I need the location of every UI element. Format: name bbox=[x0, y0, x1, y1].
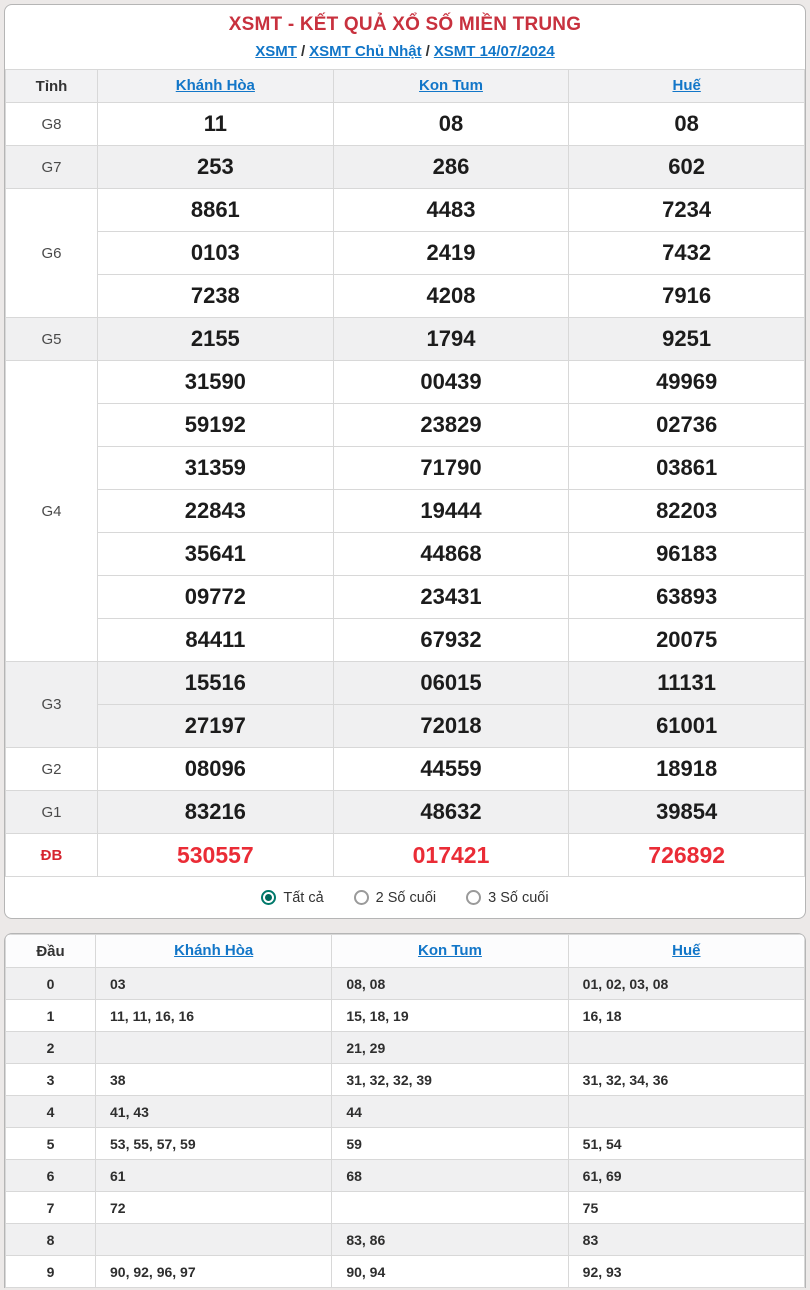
prize-row-g1 bbox=[6, 791, 805, 834]
tail-values: 61, 69 bbox=[568, 1160, 804, 1192]
breadcrumb bbox=[5, 43, 805, 60]
prize-value: 84411 bbox=[98, 619, 334, 662]
prize-value: 39854 bbox=[569, 791, 805, 834]
tail-values: 61 bbox=[96, 1160, 332, 1192]
prize-label-g6: G6 bbox=[6, 189, 98, 318]
radio-unselected-icon[interactable] bbox=[466, 890, 481, 905]
prize-row-g6 bbox=[6, 275, 805, 318]
tail-values: 75 bbox=[568, 1192, 804, 1224]
prize-value: 49969 bbox=[569, 361, 805, 404]
tail-values: 15, 18, 19 bbox=[332, 1000, 568, 1032]
tail-values: 31, 32, 34, 36 bbox=[568, 1064, 804, 1096]
prize-value: 82203 bbox=[569, 490, 805, 533]
prize-label-g7: G7 bbox=[6, 146, 98, 189]
radio-label: 3 Số cuối bbox=[488, 889, 549, 906]
prize-value: 20075 bbox=[569, 619, 805, 662]
radio-option-last2[interactable] bbox=[354, 890, 436, 906]
prize-value: 2155 bbox=[98, 318, 334, 361]
tail-digits-table bbox=[5, 934, 805, 1288]
prize-value: 00439 bbox=[333, 361, 569, 404]
breadcrumb-separator: / bbox=[300, 43, 306, 60]
breadcrumb-separator: / bbox=[425, 43, 430, 60]
prize-value: 31590 bbox=[98, 361, 334, 404]
prize-value: 7238 bbox=[98, 275, 334, 318]
prize-value: 2419 bbox=[333, 232, 569, 275]
prize-value: 7916 bbox=[569, 275, 805, 318]
tail-row-1 bbox=[6, 1000, 805, 1032]
prize-row-g4 bbox=[6, 447, 805, 490]
tail-values: 03 bbox=[96, 968, 332, 1000]
prize-value: 83216 bbox=[98, 791, 334, 834]
prize-value: 31359 bbox=[98, 447, 334, 490]
tail-values bbox=[96, 1224, 332, 1256]
prize-value: 44559 bbox=[333, 748, 569, 791]
tail-values: 51, 54 bbox=[568, 1128, 804, 1160]
prize-value: 9251 bbox=[569, 318, 805, 361]
prize-label-g5: G5 bbox=[6, 318, 98, 361]
tail-values: 53, 55, 57, 59 bbox=[96, 1128, 332, 1160]
tail-digit: 0 bbox=[6, 968, 96, 1000]
special-prize-value: 530557 bbox=[98, 834, 334, 877]
prize-value: 03861 bbox=[569, 447, 805, 490]
prize-value: 7234 bbox=[569, 189, 805, 232]
province-link-khanh-hoa[interactable]: Khánh Hòa bbox=[174, 942, 254, 959]
prize-row-g2 bbox=[6, 748, 805, 791]
tail-values: 31, 32, 32, 39 bbox=[332, 1064, 568, 1096]
tail-values: 83, 86 bbox=[332, 1224, 568, 1256]
prize-value: 253 bbox=[98, 146, 334, 189]
prize-value: 27197 bbox=[98, 705, 334, 748]
radio-label: Tất cả bbox=[283, 889, 324, 906]
prize-row-g4 bbox=[6, 576, 805, 619]
prize-row-g6 bbox=[6, 189, 805, 232]
tail-values: 21, 29 bbox=[332, 1032, 568, 1064]
prize-value: 35641 bbox=[98, 533, 334, 576]
prize-row-g6 bbox=[6, 232, 805, 275]
prize-label-g2: G2 bbox=[6, 748, 98, 791]
prize-value: 8861 bbox=[98, 189, 334, 232]
prize-value: 1794 bbox=[333, 318, 569, 361]
prize-value: 67932 bbox=[333, 619, 569, 662]
results-card bbox=[4, 4, 806, 919]
breadcrumb-link-xsmt-date[interactable]: XSMT 14/07/2024 bbox=[433, 43, 555, 60]
prize-value: 11131 bbox=[569, 662, 805, 705]
prize-row-g5 bbox=[6, 318, 805, 361]
prize-value: 23431 bbox=[333, 576, 569, 619]
prize-value: 71790 bbox=[333, 447, 569, 490]
tail-row-7 bbox=[6, 1192, 805, 1224]
tail-digit: 5 bbox=[6, 1128, 96, 1160]
prize-row-g4 bbox=[6, 533, 805, 576]
prize-value: 06015 bbox=[333, 662, 569, 705]
prize-value: 08 bbox=[333, 103, 569, 146]
prize-value: 09772 bbox=[98, 576, 334, 619]
province-link-khanh-hoa[interactable]: Khánh Hòa bbox=[175, 77, 255, 94]
prize-value: 602 bbox=[569, 146, 805, 189]
tail-values: 08, 08 bbox=[332, 968, 568, 1000]
radio-unselected-icon[interactable] bbox=[354, 890, 369, 905]
results-header-row bbox=[6, 70, 805, 103]
prize-value: 63893 bbox=[569, 576, 805, 619]
radio-label: 2 Số cuối bbox=[375, 889, 437, 906]
digit-column-header: Đầu bbox=[6, 935, 96, 968]
tail-row-6 bbox=[6, 1160, 805, 1192]
page-header bbox=[5, 5, 805, 69]
tail-values: 01, 02, 03, 08 bbox=[568, 968, 804, 1000]
breadcrumb-link-xsmt[interactable]: XSMT bbox=[255, 43, 297, 60]
tail-values: 83 bbox=[568, 1224, 804, 1256]
tail-values: 92, 93 bbox=[568, 1256, 804, 1288]
prize-value: 19444 bbox=[333, 490, 569, 533]
tail-values: 11, 11, 16, 16 bbox=[96, 1000, 332, 1032]
prize-value: 4208 bbox=[333, 275, 569, 318]
tails-header-row bbox=[6, 935, 805, 968]
prize-label-g1: G1 bbox=[6, 791, 98, 834]
tail-values bbox=[568, 1032, 804, 1064]
prize-value: 286 bbox=[333, 146, 569, 189]
province-link-hue[interactable]: Huế bbox=[672, 77, 701, 94]
special-prize-value: 726892 bbox=[569, 834, 805, 877]
tail-digit: 3 bbox=[6, 1064, 96, 1096]
prize-label-db: ĐB bbox=[6, 834, 98, 877]
tail-digit: 4 bbox=[6, 1096, 96, 1128]
tail-values: 68 bbox=[332, 1160, 568, 1192]
prize-row-g4 bbox=[6, 619, 805, 662]
prize-row-g8 bbox=[6, 103, 805, 146]
prize-value: 96183 bbox=[569, 533, 805, 576]
prize-value: 15516 bbox=[98, 662, 334, 705]
tail-row-4 bbox=[6, 1096, 805, 1128]
prize-row-g4 bbox=[6, 361, 805, 404]
tail-row-8 bbox=[6, 1224, 805, 1256]
prize-row-g3 bbox=[6, 662, 805, 705]
tail-values: 41, 43 bbox=[96, 1096, 332, 1128]
tail-digit: 2 bbox=[6, 1032, 96, 1064]
tail-digit: 1 bbox=[6, 1000, 96, 1032]
tail-digit: 8 bbox=[6, 1224, 96, 1256]
prize-value: 18918 bbox=[569, 748, 805, 791]
tail-digits-card bbox=[4, 933, 806, 1288]
prize-value: 0103 bbox=[98, 232, 334, 275]
province-link-kon-tum[interactable]: Kon Tum bbox=[419, 77, 483, 94]
province-column-header: Tỉnh bbox=[6, 70, 98, 103]
radio-option-all[interactable] bbox=[261, 890, 323, 906]
prize-value: 7432 bbox=[569, 232, 805, 275]
tail-values: 38 bbox=[96, 1064, 332, 1096]
prize-value: 44868 bbox=[333, 533, 569, 576]
breadcrumb-link-xsmt-chu-nhat[interactable]: XSMT Chủ Nhật bbox=[309, 43, 422, 60]
tail-values: 16, 18 bbox=[568, 1000, 804, 1032]
prize-row-db bbox=[6, 834, 805, 877]
tail-row-0 bbox=[6, 968, 805, 1000]
tail-digit: 9 bbox=[6, 1256, 96, 1288]
tail-digit: 6 bbox=[6, 1160, 96, 1192]
display-filter bbox=[5, 877, 805, 918]
prize-value: 23829 bbox=[333, 404, 569, 447]
radio-selected-icon[interactable] bbox=[261, 890, 276, 905]
tail-values: 90, 94 bbox=[332, 1256, 568, 1288]
prize-value: 11 bbox=[98, 103, 334, 146]
prize-label-g3: G3 bbox=[6, 662, 98, 748]
prize-value: 59192 bbox=[98, 404, 334, 447]
prize-value: 22843 bbox=[98, 490, 334, 533]
prize-value: 08096 bbox=[98, 748, 334, 791]
prize-label-g8: G8 bbox=[6, 103, 98, 146]
prize-value: 02736 bbox=[569, 404, 805, 447]
prize-row-g7 bbox=[6, 146, 805, 189]
prize-label-g4: G4 bbox=[6, 361, 98, 662]
province-link-hue[interactable]: Huế bbox=[672, 942, 701, 959]
prize-value: 61001 bbox=[569, 705, 805, 748]
prize-value: 72018 bbox=[333, 705, 569, 748]
tail-values: 90, 92, 96, 97 bbox=[96, 1256, 332, 1288]
tail-row-3 bbox=[6, 1064, 805, 1096]
page-title: XSMT - KẾT QUẢ XỔ SỐ MIỀN TRUNG bbox=[228, 14, 582, 35]
results-table bbox=[5, 69, 805, 877]
tail-row-9 bbox=[6, 1256, 805, 1288]
radio-option-last3[interactable] bbox=[466, 890, 548, 906]
prize-row-g4 bbox=[6, 490, 805, 533]
tail-values: 59 bbox=[332, 1128, 568, 1160]
prize-value: 08 bbox=[569, 103, 805, 146]
prize-value: 4483 bbox=[333, 189, 569, 232]
tail-digit: 7 bbox=[6, 1192, 96, 1224]
prize-row-g4 bbox=[6, 404, 805, 447]
prize-row-g3 bbox=[6, 705, 805, 748]
province-link-kon-tum[interactable]: Kon Tum bbox=[418, 942, 482, 959]
tail-row-5 bbox=[6, 1128, 805, 1160]
tail-values: 72 bbox=[96, 1192, 332, 1224]
prize-value: 48632 bbox=[333, 791, 569, 834]
tail-values bbox=[568, 1096, 804, 1128]
tail-values: 44 bbox=[332, 1096, 568, 1128]
tail-row-2 bbox=[6, 1032, 805, 1064]
special-prize-value: 017421 bbox=[333, 834, 569, 877]
tail-values bbox=[332, 1192, 568, 1224]
tail-values bbox=[96, 1032, 332, 1064]
